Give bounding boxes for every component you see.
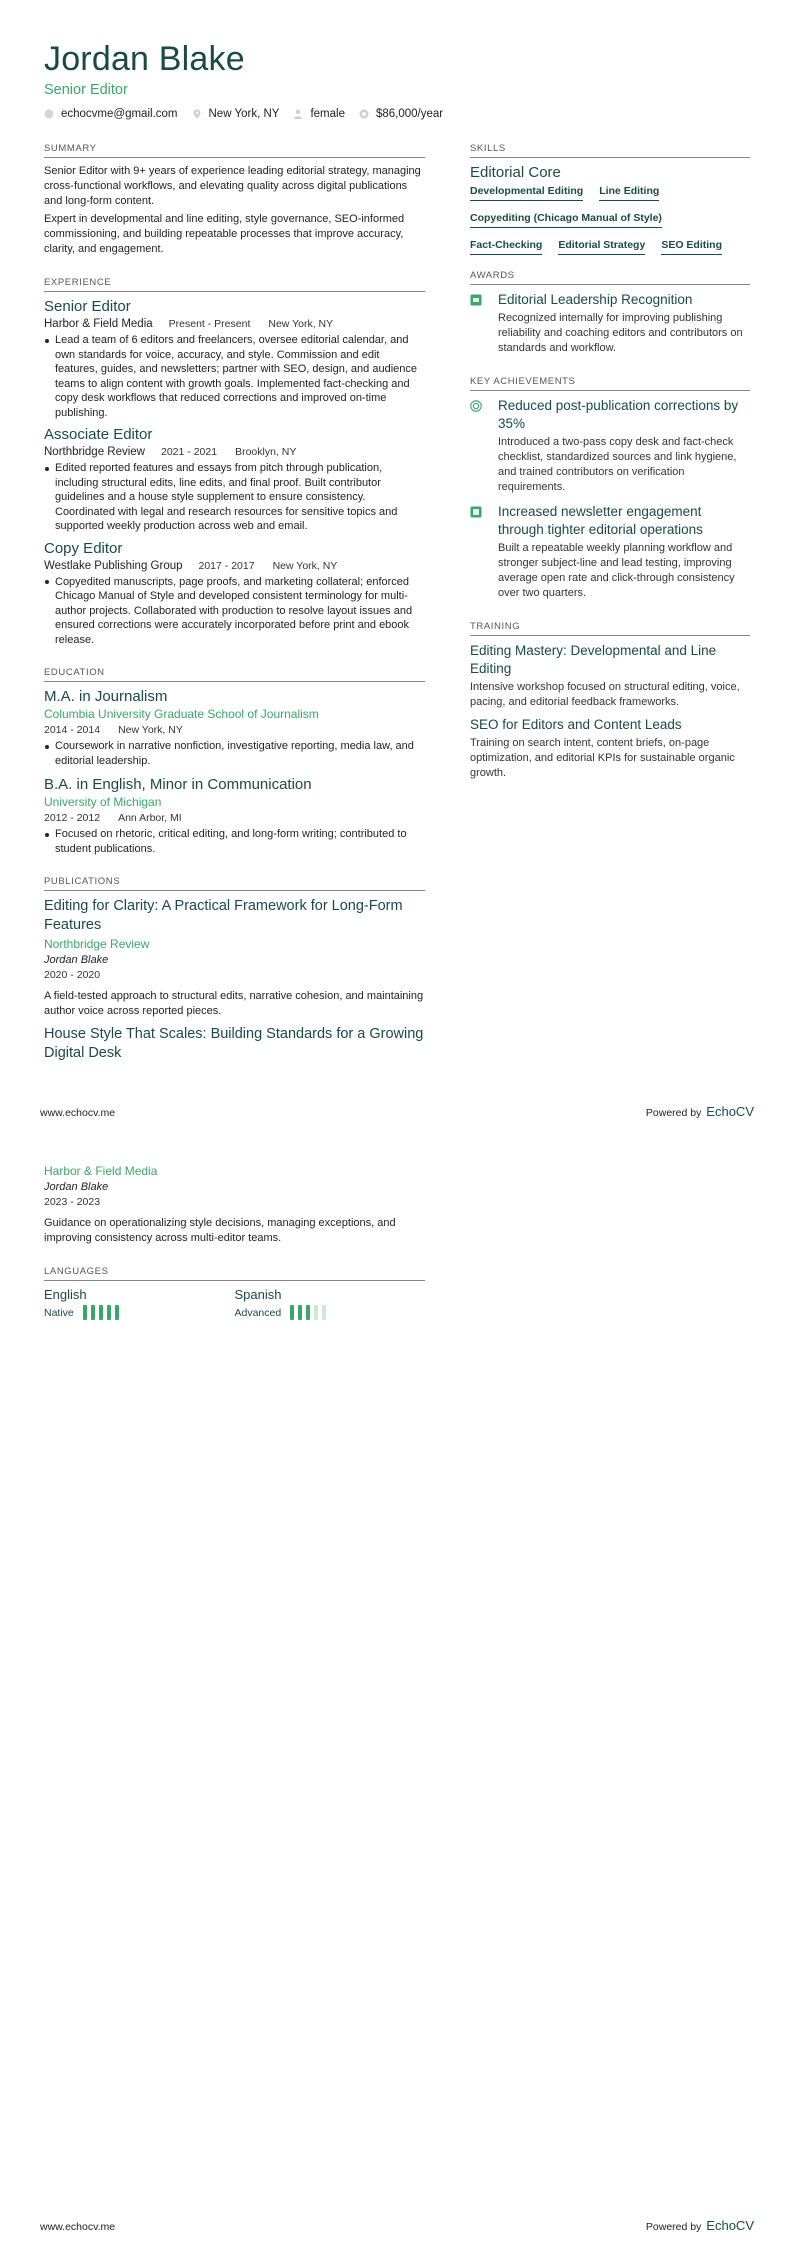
education-item [44,776,425,856]
achievement-item [470,503,750,601]
skill-tag: Line Editing [599,185,659,201]
education-school: University of Michigan [44,795,162,809]
achievements-heading: KEY ACHIEVEMENTS [470,376,750,391]
education-bullets [44,827,425,856]
job-bullet: Copyedited manuscripts, page proofs, and marketing collateral; enforced Chicago Manual of Style and developed consistent terminology for multi-author projects. Collaborated with production to resolve layout issues and ensured corrections were accurately incorporated before print and ebook release. [44,575,425,648]
education-bullet: Focused on rhetoric, critical editing, and long-form writing; contributed to student publications. [44,827,425,856]
proficiency-bar-filled [91,1305,95,1320]
footer-powered-label: Powered by [645,2221,702,2233]
proficiency-bar-filled [298,1305,302,1320]
training-item [470,716,750,781]
achievements-section [470,376,750,601]
skills-category: Editorial Core [470,164,561,181]
skills-list [470,185,750,266]
proficiency-bar-filled [107,1305,111,1320]
publication-description: Guidance on operationalizing style decisions, managing exceptions, and improving consistency across multi-editor teams. [44,1217,396,1244]
training-heading: TRAINING [470,621,750,636]
candidate-role: Senior Editor [44,82,128,98]
training-section [470,621,750,781]
footer-powered [646,2218,754,2233]
job-dates: Present - Present [168,318,251,330]
footer-brand[interactable]: EchoCV [706,1104,754,1119]
publication-author: Jordan Blake [44,954,109,966]
language-name: Spanish [234,1287,282,1302]
publication-title: House Style That Scales: Building Standards for a Growing Digital Desk [44,1026,424,1061]
training-description: Intensive workshop focused on structural editing, voice, pacing, and editorial feedback frameworks. [470,681,740,708]
experience-item [44,298,425,420]
education-bullets [44,739,425,768]
salary-icon [359,109,369,119]
education-meta [44,812,425,824]
education-location: Ann Arbor, MI [118,812,182,824]
contact-email[interactable] [44,108,178,120]
job-title: Copy Editor [44,539,123,557]
job-company: Westlake Publishing Group [44,559,183,572]
left-column-continued [44,1162,425,1320]
target-icon [470,400,482,412]
footer-brand[interactable]: EchoCV [706,2218,754,2233]
job-location: New York, NY [272,559,338,572]
languages-list [44,1287,425,1320]
language-level: Native [44,1306,74,1319]
skill-tag: Editorial Strategy [558,239,645,255]
skills-section [470,143,750,266]
contact-email-text: echocvme@gmail.com [61,108,178,120]
job-title: Senior Editor [44,298,131,315]
achievement-title: Reduced post-publication corrections by 35% [498,398,739,431]
education-item [44,688,425,768]
page-footer [40,1104,754,1119]
education-heading: EDUCATION [44,667,425,682]
email-icon [44,109,54,119]
footer-site-link[interactable]: www.echocv.me [40,2221,116,2233]
contact-gender-text: female [310,108,345,120]
publication-publisher: Harbor & Field Media [44,1164,158,1178]
language-proficiency-bars [290,1305,330,1320]
person-icon [293,109,303,119]
education-bullet: Coursework in narrative nonfiction, investigative reporting, media law, and editorial leadership. [44,739,425,768]
training-title: SEO for Editors and Content Leads [470,717,682,732]
footer-powered-label: Powered by [645,1107,702,1119]
training-item [470,642,750,710]
publications-section [44,876,425,1063]
education-location: New York, NY [118,724,183,736]
publication-item [44,1025,425,1063]
location-pin-icon [192,109,202,119]
experience-heading: EXPERIENCE [44,277,425,292]
contact-location [192,108,280,120]
languages-heading: LANGUAGES [44,1266,425,1281]
contact-location-text: New York, NY [208,108,280,120]
award-title: Editorial Leadership Recognition [498,292,693,307]
skill-tag: SEO Editing [661,239,722,255]
language-level: Advanced [234,1306,282,1319]
right-column [470,143,750,781]
summary-heading: SUMMARY [44,143,425,158]
publication-description: A field-tested approach to structural edits, narrative cohesion, and maintaining author voice across reported pieces. [44,990,424,1017]
achievement-description: Introduced a two-pass copy desk and fact-check checklist, standardized sources and link hygiene, and trained contributors on verification requirements. [498,436,737,493]
contact-salary-text: $86,000/year [375,108,444,120]
proficiency-bar-filled [290,1305,294,1320]
footer-powered [646,1104,754,1119]
awards-section [470,270,750,356]
awards-heading: AWARDS [470,270,750,285]
publication-dates: 2023 - 2023 [44,1196,101,1208]
resume-page-2 [0,1130,794,2246]
achievement-description: Built a repeatable weekly planning workflow and stronger subject-line and lead testing, improving average open rate and click-through consistency over two quarters. [498,542,735,599]
language-item [44,1287,235,1320]
award-description: Recognized internally for improving publishing reliability and coaching editors and contributors on standards and workflow. [498,312,743,354]
language-level-row [235,1305,426,1320]
proficiency-bar-filled [306,1305,310,1320]
job-bullet: Edited reported features and essays from pitch through publication, including structural edits, line edits, and final proof. Built contributor guidelines and a house style supplement to ensure consistency. Coordinated with legal and research resources for sensitive topics and supported weekly production across web and email. [44,461,425,534]
left-column [44,143,425,1063]
proficiency-bar-filled [83,1305,87,1320]
award-icon [470,294,482,306]
skill-tag: Developmental Editing [470,185,583,201]
summary-paragraph-1: Senior Editor with 9+ years of experience leading editorial strategy, managing cross-functional workflows, and elevating quality across digital publications and long-form content. [44,165,421,207]
contact-gender [293,108,345,120]
skill-tag: Copyediting (Chicago Manual of Style) [470,212,662,228]
languages-section [44,1266,425,1320]
job-bullet: Lead a team of 6 editors and freelancers, oversee editorial calendar, and own standards for voice, accuracy, and style. Commission and edit features, guides, and newsletters; partner with SEO, design, and audience teams to align content with growth goals. Implemented fact-checking and copy desk workflows that reduced corrections and improved on-time publishing. [44,333,425,420]
job-company: Harbor & Field Media [44,318,153,330]
page-footer [40,2218,754,2233]
job-bullets [44,333,425,420]
proficiency-bar-empty [322,1305,326,1320]
training-title: Editing Mastery: Developmental and Line Editing [470,643,717,676]
achievement-title: Increased newsletter engagement through tighter editorial operations [498,504,703,537]
education-school: Columbia University Graduate School of Journalism [44,707,319,721]
job-bullets [44,461,425,534]
achievement-item [470,397,750,495]
education-degree: B.A. in English, Minor in Communication [44,776,312,793]
language-item [235,1287,426,1320]
footer-site-link[interactable]: www.echocv.me [40,1107,116,1119]
language-level-row [44,1305,235,1320]
proficiency-bar-filled [99,1305,103,1320]
proficiency-bar-filled [115,1305,119,1320]
candidate-name: Jordan Blake [44,40,245,78]
publication-title: Editing for Clarity: A Practical Framework for Long-Form Features [44,898,403,933]
education-dates: 2014 - 2014 [44,724,101,736]
job-dates: 2017 - 2017 [198,559,255,572]
contact-salary [359,108,443,120]
skill-tag: Fact-Checking [470,239,542,255]
publication-item [44,897,425,1019]
training-description: Training on search intent, content briefs, on-page optimization, and editorial KPIs for sustainable organic growth. [470,737,735,779]
chart-icon [470,506,482,518]
publication-dates: 2020 - 2020 [44,969,101,981]
job-company: Northbridge Review [44,446,145,458]
skills-heading: SKILLS [470,143,750,158]
job-title: Associate Editor [44,426,153,443]
experience-section [44,277,425,647]
job-meta [44,318,425,330]
language-proficiency-bars [83,1305,123,1320]
publication-item-continued [44,1164,425,1246]
publications-heading: PUBLICATIONS [44,876,425,891]
education-dates: 2012 - 2012 [44,812,101,824]
language-name: English [44,1287,87,1302]
job-location: Brooklyn, NY [235,446,297,458]
proficiency-bar-empty [314,1305,318,1320]
education-section [44,667,425,856]
experience-item [44,426,425,534]
summary-section [44,143,425,257]
job-meta [44,446,425,458]
job-meta [44,560,425,572]
job-location: New York, NY [268,318,334,330]
publication-author: Jordan Blake [44,1181,109,1193]
experience-item [44,540,425,648]
award-item [470,291,750,356]
contact-bar [44,108,457,120]
education-meta [44,724,425,736]
summary-paragraph-2: Expert in developmental and line editing, style governance, SEO-informed commissioning, and building repeatable processes that improve accuracy, clarity, and engagement. [44,213,405,255]
job-dates: 2021 - 2021 [161,446,218,458]
education-degree: M.A. in Journalism [44,688,168,705]
job-bullets [44,575,425,648]
publication-publisher: Northbridge Review [44,937,150,951]
